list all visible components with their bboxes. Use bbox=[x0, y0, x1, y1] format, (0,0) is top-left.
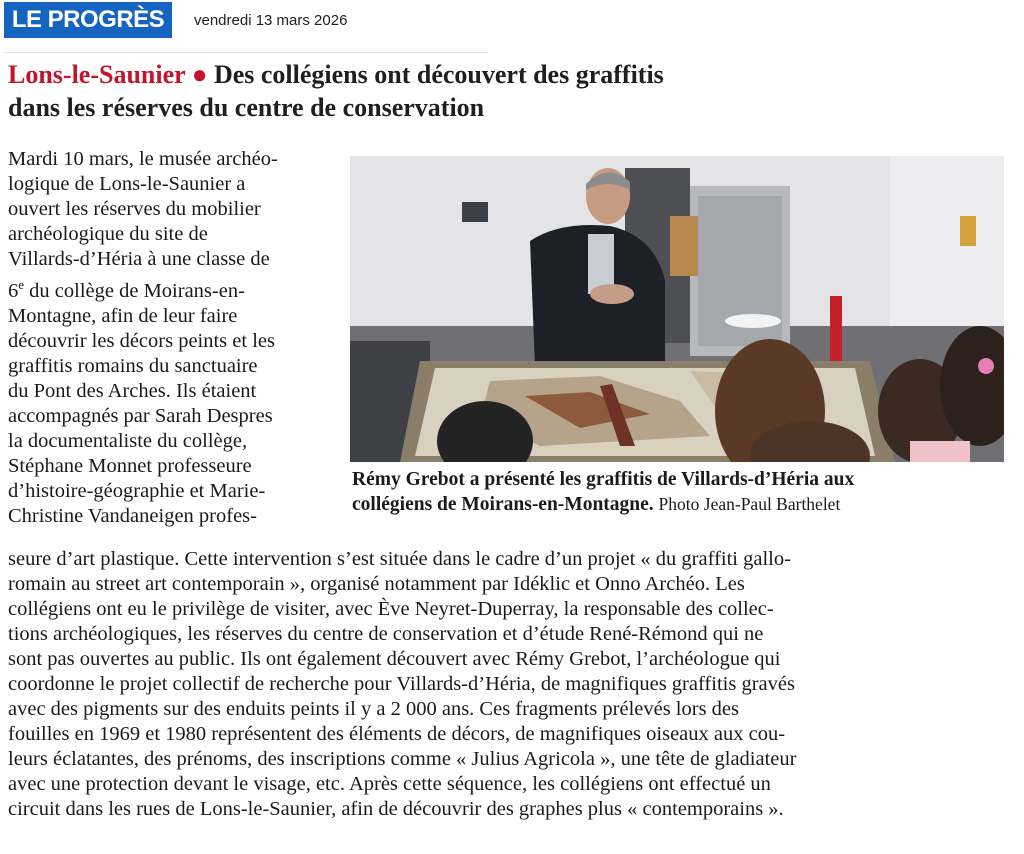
body-text-line: ouvert les réserves du mobilier bbox=[8, 198, 261, 220]
headline-city: Lons-le-Saunier bbox=[8, 60, 186, 89]
photo-illustration bbox=[350, 156, 1004, 462]
photo-credit: Photo Jean-Paul Barthelet bbox=[658, 494, 841, 514]
body-text-line: fouilles en 1969 et 1980 représentent des éléments de décors, de magnifiques oiseaux aux cou- bbox=[8, 723, 786, 745]
article-body-column bbox=[8, 147, 348, 529]
body-text-line: coordonne le projet collectif de recherche pour Villards-d’Héria, de magnifiques graffitis gravés bbox=[8, 673, 795, 695]
body-text-line: Stéphane Monnet professeure bbox=[8, 454, 252, 477]
photo-caption bbox=[352, 467, 1012, 517]
body-text-line: accompagnés par Sarah Despres bbox=[8, 404, 273, 427]
body-text-line: découvrir les décors peints et les bbox=[8, 329, 275, 352]
newspaper-logo: LE PROGRÈS bbox=[4, 2, 172, 38]
body-text-line: Montagne, afin de leur faire bbox=[8, 304, 238, 327]
body-text-line: la documentaliste du collège, bbox=[8, 429, 248, 452]
caption-line2: collégiens de Moirans-en-Montagne. bbox=[352, 494, 654, 515]
body-text-line: graffitis romains du sanctuaire bbox=[8, 354, 258, 377]
body-text-line: d’histoire-géographie et Marie- bbox=[8, 479, 266, 502]
article-body-wide bbox=[8, 547, 1013, 822]
body-text-line: du Pont des Arches. Ils étaient bbox=[8, 379, 257, 402]
body-text-line: archéologique du site de bbox=[8, 223, 208, 245]
publication-date: vendredi 13 mars 2026 bbox=[194, 12, 348, 29]
body-text-line: circuit dans les rues de Lons-le-Saunier, afin de découvrir des graphes plus « contemporains ». bbox=[8, 798, 784, 820]
caption-line1: Rémy Grebot a présenté les graffitis de Villards-d’Héria aux bbox=[352, 469, 855, 490]
body-text-line: avec une protection devant le visage, etc. Après cette séquence, les collégiens ont effectué un bbox=[8, 773, 771, 795]
headline-title-line2: dans les réserves du centre de conservation bbox=[8, 93, 485, 122]
header-divider bbox=[4, 52, 488, 53]
article-headline bbox=[8, 58, 1008, 124]
headline-title-line1: Des collégiens ont découvert des graffitis bbox=[213, 60, 664, 89]
body-text-line: Mardi 10 mars, le musée archéo- bbox=[8, 148, 278, 170]
body-text-line: tions archéologiques, les réserves du centre de conservation et d’étude René-Rémond qui ne bbox=[8, 623, 764, 645]
body-text-line: logique de Lons-le-Saunier a bbox=[8, 173, 246, 195]
article-photo bbox=[350, 156, 1004, 462]
body-text-line: Villards-d’Héria à une classe de bbox=[8, 248, 270, 270]
body-text-line: leurs éclatantes, des prénoms, des inscriptions comme « Julius Agricola », une tête de gladiateur bbox=[8, 748, 797, 770]
body-text-line: sont pas ouvertes au public. Ils ont également découvert avec Rémy Grebot, l’archéologue qui bbox=[8, 648, 781, 670]
body-text-line: collégiens ont eu le privilège de visiter, avec Ève Neyret-Duperray, la responsable des collec- bbox=[8, 598, 774, 620]
body-text-line: avec des pigments sur des enduits peints il y a 2 000 ans. Ces fragments prélevés lors des bbox=[8, 698, 740, 720]
body-text-line: Christine Vandaneigen profes- bbox=[8, 504, 257, 527]
body-text-line: seure d’art plastique. Cette intervention s’est située dans le cadre d’un projet « du graffiti gallo- bbox=[8, 548, 791, 570]
headline-bullet-icon: ● bbox=[191, 60, 208, 89]
body-text-line: romain au street art contemporain », organisé notamment par Idéklic et Onno Archéo. Les bbox=[8, 573, 745, 595]
body-text-line: 6e du collège de Moirans-en- bbox=[8, 277, 245, 302]
